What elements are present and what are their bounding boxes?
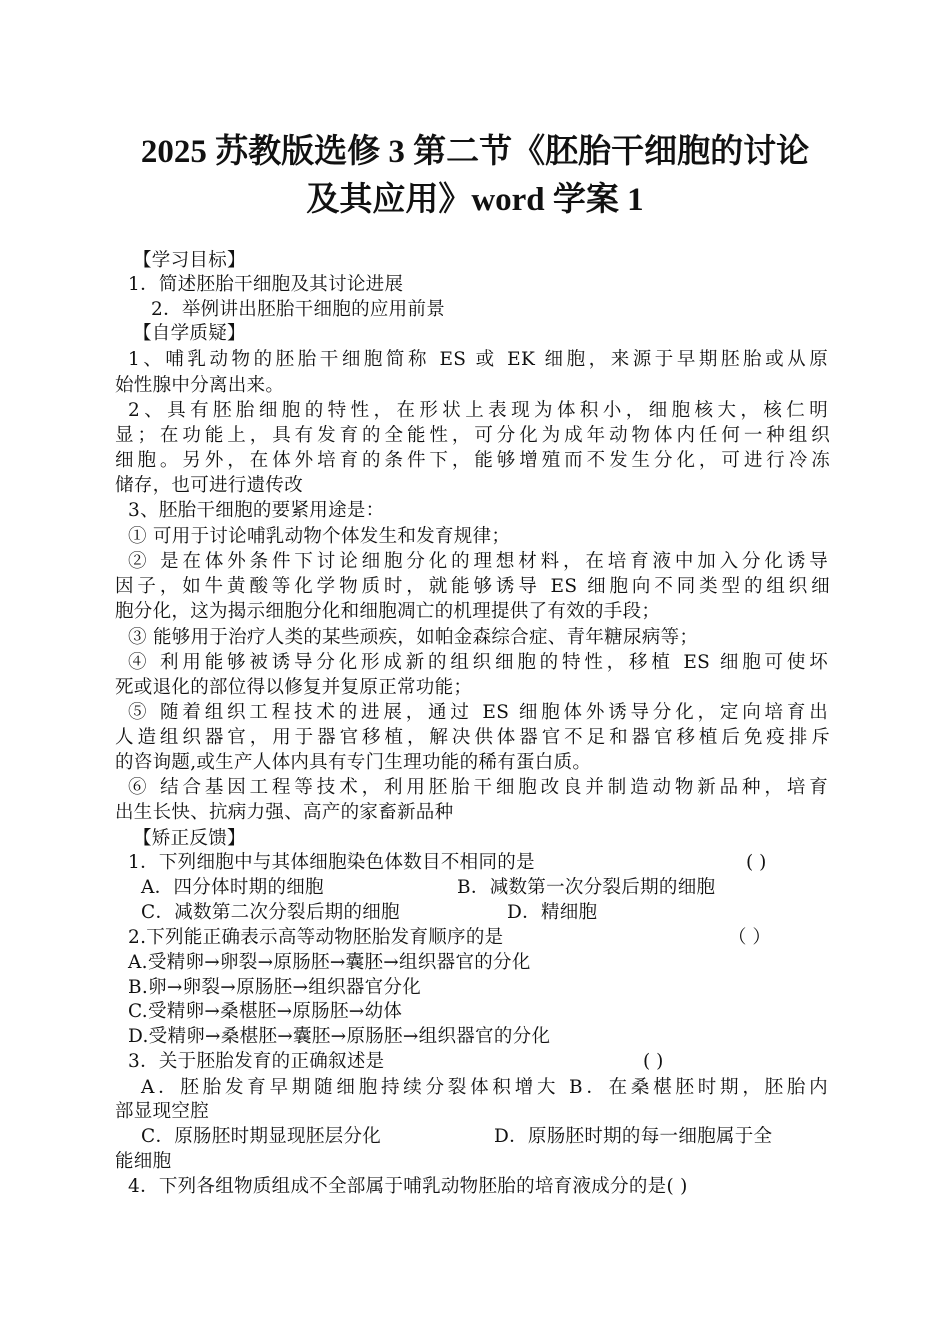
use-item-6-line-1: ⑥ 结合基因工程等技术，利用胚胎干细胞改良并制造动物新品种，培育 (128, 777, 828, 798)
doc-title-line-1: 2025 苏教版选修 3 第二节《胚胎干细胞的讨论 (140, 134, 810, 170)
question-3-option-c: C．原肠胚时期显现胚层分化 (141, 1126, 382, 1147)
question-3: 3．关于胚胎发育的正确叙述是 (128, 1051, 385, 1072)
paragraph-2-line-3: 细胞。另外，在体外培育的条件下，能够增殖而不发生分化，可进行冷冻 (115, 450, 830, 471)
section-heading-goals: 【学习目标】 (133, 250, 246, 271)
goal-item-2: 2．举例讲出胚胎干细胞的应用前景 (151, 299, 446, 320)
question-2-option-d: D.受精卵→桑椹胚→囊胚→原肠胚→组织器官的分化 (128, 1026, 551, 1047)
question-2-option-b: B.卵→卵裂→原肠胚→组织器官分化 (128, 977, 422, 998)
use-item-2-line-2: 因子，如牛黄酸等化学物质时，就能够诱导 ES 细胞向不同类型的组织细 (115, 576, 830, 597)
use-item-1: ① 可用于讨论哺乳动物个体发生和发育规律； (128, 526, 511, 547)
question-3-options-ab-line-2: 部显现空腔 (115, 1101, 210, 1122)
question-1-option-c: C．减数第二次分裂后期的细胞 (141, 902, 400, 923)
question-3-option-d-line-2: 能细胞 (115, 1151, 172, 1172)
use-item-4-line-2: 死或退化的部位得以修复并复原正常功能； (115, 677, 473, 698)
paragraph-2-line-1: 2、具有胚胎细胞的特性，在形状上表现为体积小，细胞核大，核仁明 (128, 400, 828, 421)
use-item-5-line-1: ⑤ 随着组织工程技术的进展，通过 ES 细胞体外诱导分化，定向培育出 (128, 702, 828, 723)
paragraph-2-line-4: 储存，也可进行遗传改 (115, 475, 304, 496)
doc-title-line-2: 及其应用》word 学案 1 (306, 182, 644, 218)
goal-item-1: 1．简述胚胎干细胞及其讨论进展 (128, 274, 404, 295)
question-4: 4．下列各组物质组成不全部属于哺乳动物胚胎的培育液成分的是( ) (128, 1176, 688, 1197)
question-2-option-a: A.受精卵→卵裂→原肠胚→囊胚→组织器官的分化 (128, 952, 531, 973)
question-3-option-d-line-1: D．原肠胚时期的每一细胞属于全 (494, 1126, 773, 1147)
question-2: 2.下列能正确表示高等动物胚胎发育顺序的是 (128, 927, 504, 948)
use-item-6-line-2: 出生长快、抗病力强、高产的家畜新品种 (115, 802, 454, 823)
use-item-3: ③ 能够用于治疗人类的某些顽疾，如帕金森综合症、青年糖尿病等； (128, 627, 699, 648)
question-1-option-b: B．减数第一次分裂后期的细胞 (457, 877, 716, 898)
question-1-answer-blank: ( ) (746, 852, 767, 873)
question-1-option-a: A．四分体时期的细胞 (141, 877, 324, 898)
section-heading-feedback: 【矫正反馈】 (133, 828, 246, 849)
question-2-option-c: C.受精卵→桑椹胚→原肠胚→幼体 (128, 1001, 403, 1022)
question-3-options-ab-line-1: A．胚胎发育早期随细胞持续分裂体积增大 B．在桑椹胚时期，胚胎内 (141, 1077, 828, 1098)
question-2-answer-blank: （ ） (728, 927, 771, 948)
use-item-5-line-3: 的咨询题,或生产人体内具有专门生理功能的稀有蛋白质。 (115, 752, 592, 773)
paragraph-3: 3、胚胎干细胞的要紧用途是： (128, 500, 385, 521)
question-3-answer-blank: ( ) (643, 1051, 664, 1072)
question-1-option-d: D．精细胞 (507, 902, 598, 923)
use-item-2-line-1: ② 是在体外条件下讨论细胞分化的理想材料，在培育液中加入分化诱导 (128, 551, 828, 572)
use-item-2-line-3: 胞分化，这为揭示细胞分化和细胞凋亡的机理提供了有效的手段； (115, 601, 661, 622)
paragraph-1-line-2: 始性腺中分离出来。 (115, 375, 285, 396)
paragraph-1-line-1: 1、哺乳动物的胚胎干细胞简称 ES 或 EK 细胞，来源于早期胚胎或从原 (128, 349, 828, 370)
use-item-4-line-1: ④ 利用能够被诱导分化形成新的组织细胞的特性，移植 ES 细胞可使坏 (128, 652, 828, 673)
section-heading-self-study: 【自学质疑】 (133, 323, 246, 344)
use-item-5-line-2: 人造组织器官，用于器官移植，解决供体器官不足和器官移植后免疫排斥 (115, 727, 830, 748)
question-1: 1．下列细胞中与其体细胞染色体数目不相同的是 (128, 852, 535, 873)
paragraph-2-line-2: 显；在功能上，具有发育的全能性，可分化为成年动物体内任何一种组织 (115, 425, 830, 446)
